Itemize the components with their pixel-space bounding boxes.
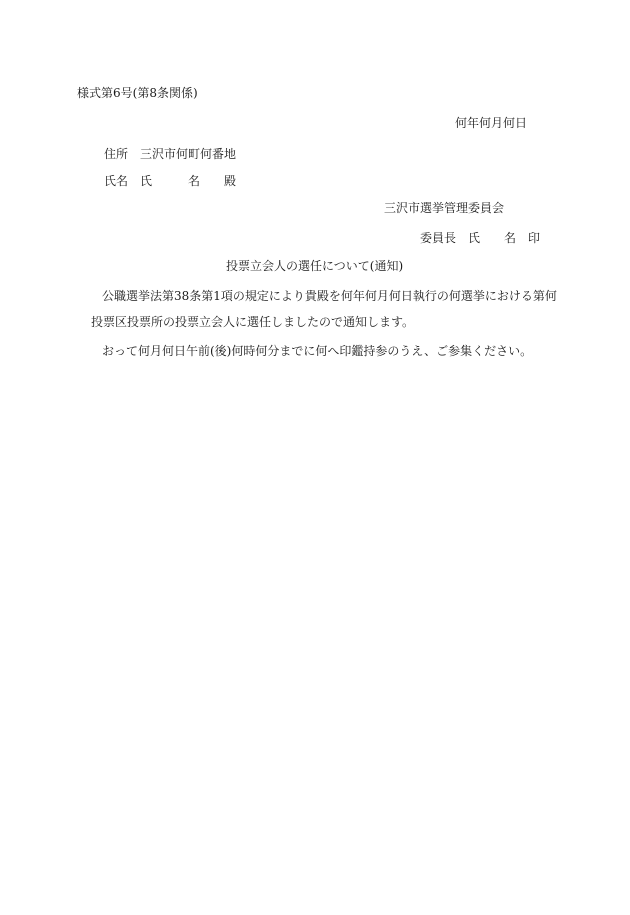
issuer-organization: 三沢市選挙管理委員会 (384, 201, 505, 215)
address-value: 三沢市何町何番地 (140, 147, 237, 161)
form-number: 様式第6号(第8条関係) (77, 86, 198, 100)
issue-date: 何年何月何日 (454, 116, 527, 130)
notice-title: 投票立会人の選任について(通知) (226, 259, 404, 273)
name-label: 氏名 (104, 174, 129, 188)
recipient-name: 氏 名 殿 (140, 174, 237, 188)
body-paragraph-line-1: 公職選挙法第38条第1項の規定により貴殿を何年何月何日執行の何選挙における第何 (102, 289, 557, 303)
body-paragraph-line-2: 投票区投票所の投票立会人に選任しましたので通知します。 (91, 315, 415, 329)
body-paragraph-line-3: おって何月何日午前(後)何時何分までに何へ印鑑持参のうえ、ご参集ください。 (102, 344, 533, 358)
issuer-signature-line: 委員長 氏 名 印 (420, 231, 541, 245)
address-label: 住所 (104, 147, 129, 161)
